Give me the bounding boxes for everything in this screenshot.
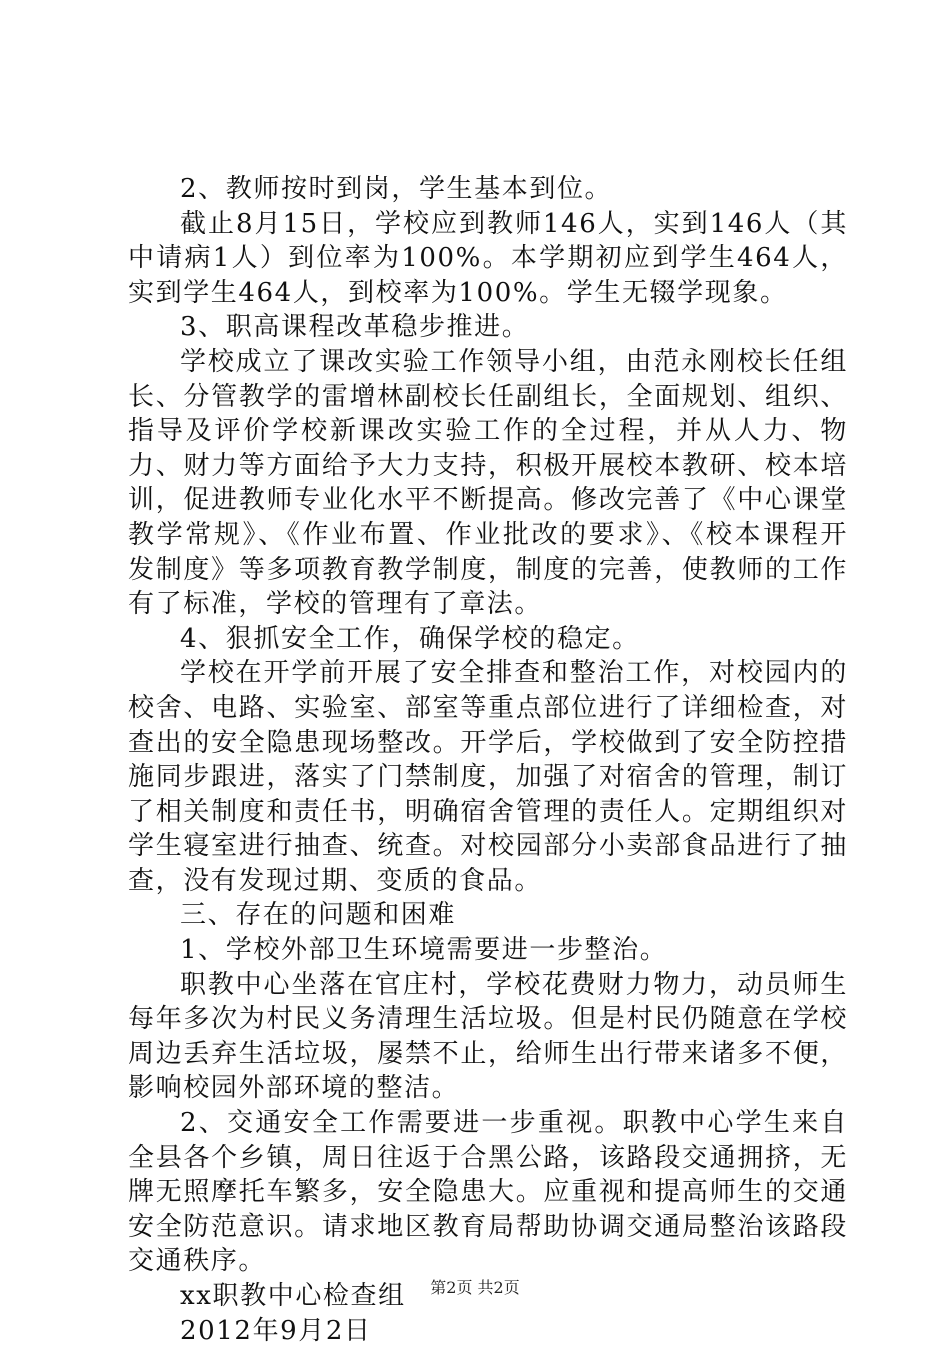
signature-organization: xx职教中心检查组 (180, 1281, 406, 1311)
paragraph-curriculum-reform-heading: 3、职高课程改革稳步推进。 (180, 312, 530, 343)
paragraph-curriculum-reform-body: 学校成立了课改实验工作领导小组，由范永刚校长任组长、分管教学的雷增林副校长任副组长，全面规划、组织、指导及评价学校新课改实验工作的全过程，并从人力、物力、财力等方面给予大力支持，积极开展校本教研、校本培训，促进教师专业化水平不断提高。修改完善了《中心课堂教学常规》、《作业布置、作业批改的要求》、《校本课程开发制度》等多项教育教学制度，制度的完善，使教师的工作有了标准，学校的管理有了章法。 (128, 346, 848, 620)
paragraph-teacher-attendance-heading: 2、教师按时到岗，学生基本到位。 (180, 174, 613, 204)
signature-date: 2012年9月2日 (180, 1315, 372, 1346)
section-heading-problems: 三、存在的问题和困难 (180, 900, 457, 931)
paragraph-attendance-figures: 截止8月15日，学校应到教师146人，实到146人（其中请病1人）到位率为100%。本学期初应到学生464人，实到学生464人，到校率为100%。学生无辍学现象。 (128, 208, 848, 308)
paragraph-traffic-safety: 2、交通安全工作需要进一步重视。职教中心学生来自全县各个乡镇，周日往返于合黑公路，该路段交通拥挤，无牌无照摩托车繁多，安全隐患大。应重视和提高师生的交通安全防范意识。请求地区教育局帮助协调交通局整治该路段交通秩序。 (128, 1108, 848, 1277)
paragraph-safety-body: 学校在开学前开展了安全排查和整治工作，对校园内的校舍、电路、实验室、部室等重点部位进行了详细检查，对查出的安全隐患现场整改。开学后，学校做到了安全防控措施同步跟进，落实了门禁制度，加强了对宿舍的管理，制订了相关制度和责任书，明确宿舍管理的责任人。定期组织对学生寝室进行抽查、统查。对校园部分小卖部食品进行了抽查，没有发现过期、变质的食品。 (128, 658, 848, 896)
page-number-footer: 第2页 共2页 (430, 1278, 520, 1297)
paragraph-safety-heading: 4、狠抓安全工作，确保学校的稳定。 (180, 623, 640, 654)
paragraph-sanitation-body: 职教中心坐落在官庄村，学校花费财力物力，动员师生每年多次为村民义务清理生活垃圾。但是村民仍随意在学校周边丢弃生活垃圾，屡禁不止，给师生出行带来诸多不便，影响校园外部环境的整洁。 (128, 969, 848, 1104)
document-body (128, 172, 848, 1348)
paragraph-sanitation-heading: 1、学校外部卫生环境需要进一步整治。 (180, 935, 668, 966)
